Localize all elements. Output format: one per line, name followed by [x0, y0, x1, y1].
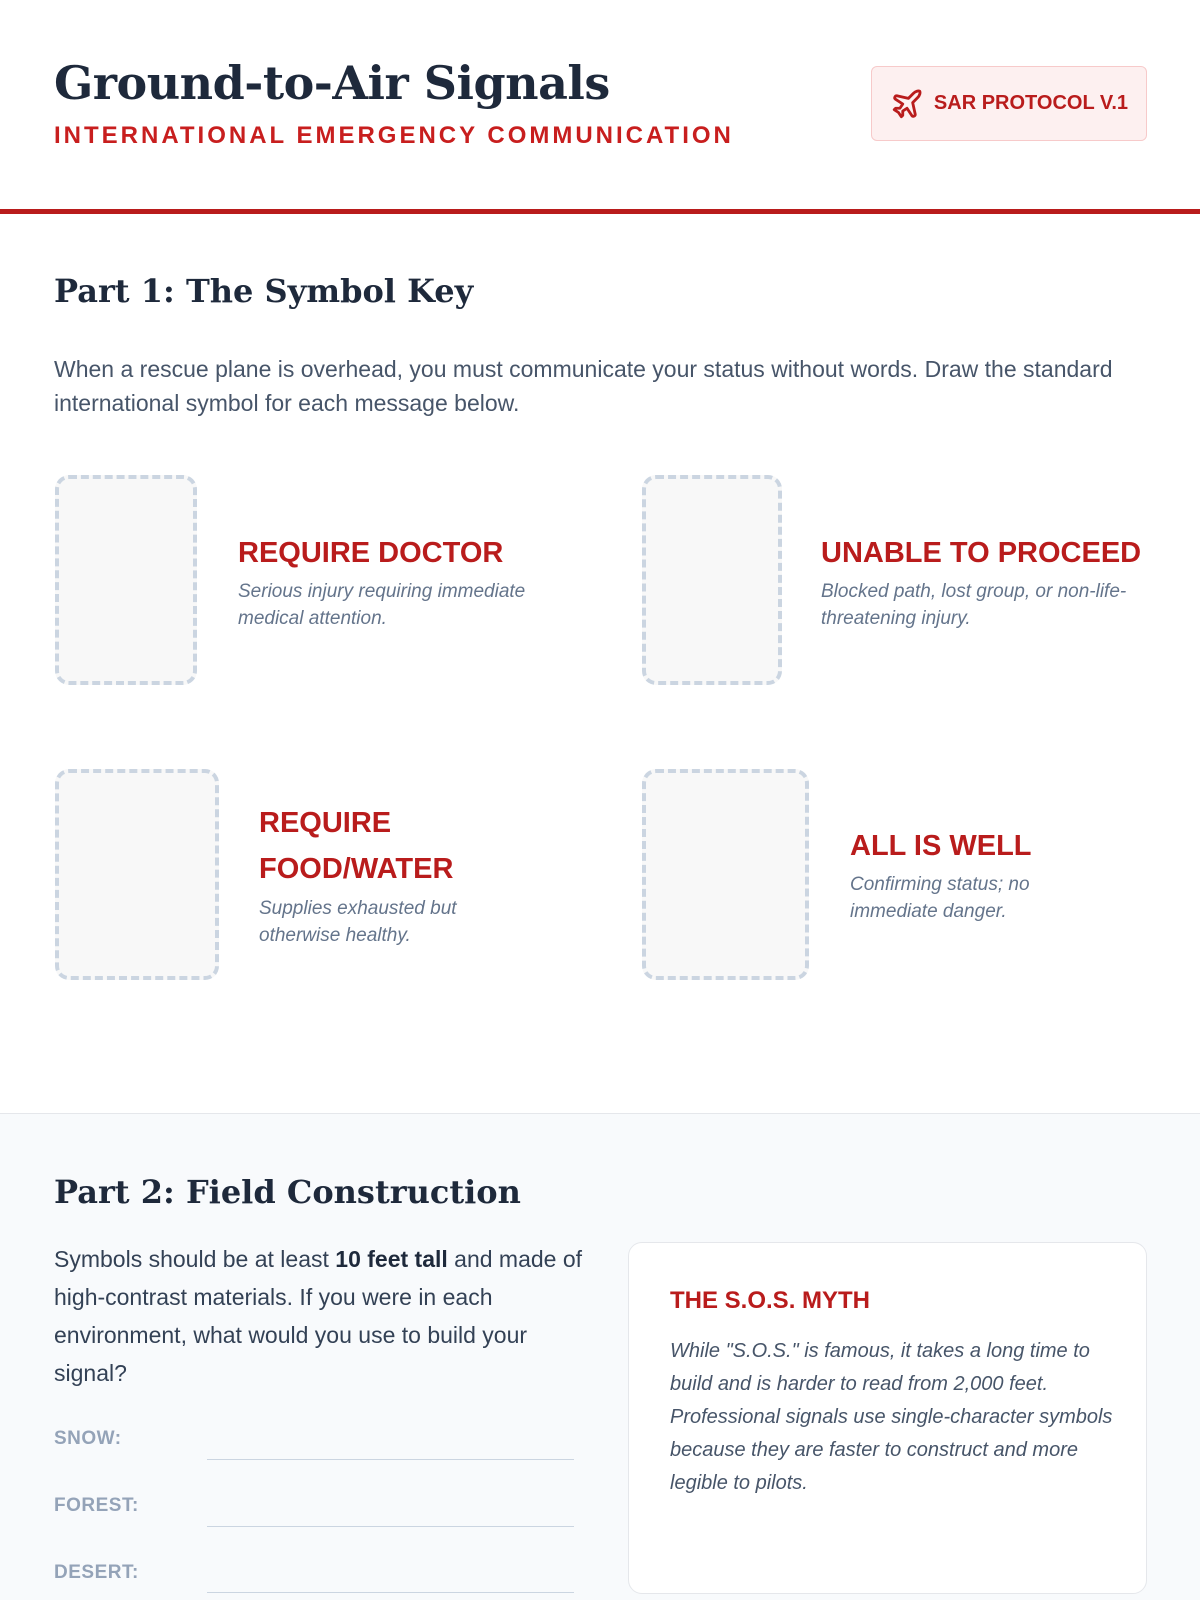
signal-description: Confirming status; no immediate danger. — [850, 874, 1030, 922]
signal-label: UNABLE TO PROCEED — [821, 537, 1142, 569]
part2-title: Part 2: Field Construction — [54, 1173, 521, 1211]
part2-instructions — [54, 1240, 584, 1392]
answer-line-snow[interactable] — [207, 1459, 574, 1460]
page-subtitle: INTERNATIONAL EMERGENCY COMMUNICATION — [54, 122, 734, 149]
sos-myth-card — [628, 1242, 1147, 1594]
page-header — [0, 0, 1200, 214]
drawing-box-unable-to-proceed[interactable] — [642, 475, 782, 685]
env-label-snow: SNOW: — [54, 1428, 122, 1449]
badge-label: SAR PROTOCOL V.1 — [933, 92, 1129, 114]
drawing-box-require-doctor[interactable] — [55, 475, 197, 685]
instructions-text: and made of high-contrast materials. If you were in each environment, what would you use to build your signal? — [54, 1246, 583, 1386]
instructions-emphasis: 10 feet tall — [335, 1246, 448, 1272]
part1-intro: When a rescue plane is overhead, you must communicate your status without words. Draw the standard international symbol for each message below. — [54, 356, 1113, 416]
protocol-badge — [871, 66, 1147, 141]
drawing-box-all-is-well[interactable] — [642, 769, 809, 980]
env-label-desert: DESERT: — [54, 1562, 139, 1583]
instructions-text: Symbols should be at least — [54, 1246, 336, 1272]
env-label-forest: FOREST: — [54, 1495, 139, 1516]
drawing-box-require-food-water[interactable] — [55, 769, 219, 980]
signal-label: ALL IS WELL — [850, 830, 1032, 862]
answer-line-desert[interactable] — [207, 1592, 574, 1593]
airplane-icon — [890, 87, 924, 121]
myth-title: THE S.O.S. MYTH — [670, 1287, 871, 1314]
signal-label: REQUIRE DOCTOR — [238, 537, 504, 569]
signal-description: Blocked path, lost group, or non-life-threatening injury. — [821, 581, 1127, 629]
myth-text: While "S.O.S." is famous, it takes a long time to build and is harder to read from 2,000 feet. Professional signals use single-character symbols because they are faster to construct and more legible to pilots. — [670, 1340, 1113, 1494]
signal-description: Supplies exhausted but otherwise healthy. — [259, 898, 457, 946]
signal-label: REQUIRE FOOD/WATER — [259, 807, 454, 885]
answer-line-forest[interactable] — [207, 1526, 574, 1527]
part1-title: Part 1: The Symbol Key — [54, 272, 474, 310]
page-title: Ground-to-Air Signals — [54, 56, 610, 110]
signal-description: Serious injury requiring immediate medical attention. — [238, 581, 526, 629]
